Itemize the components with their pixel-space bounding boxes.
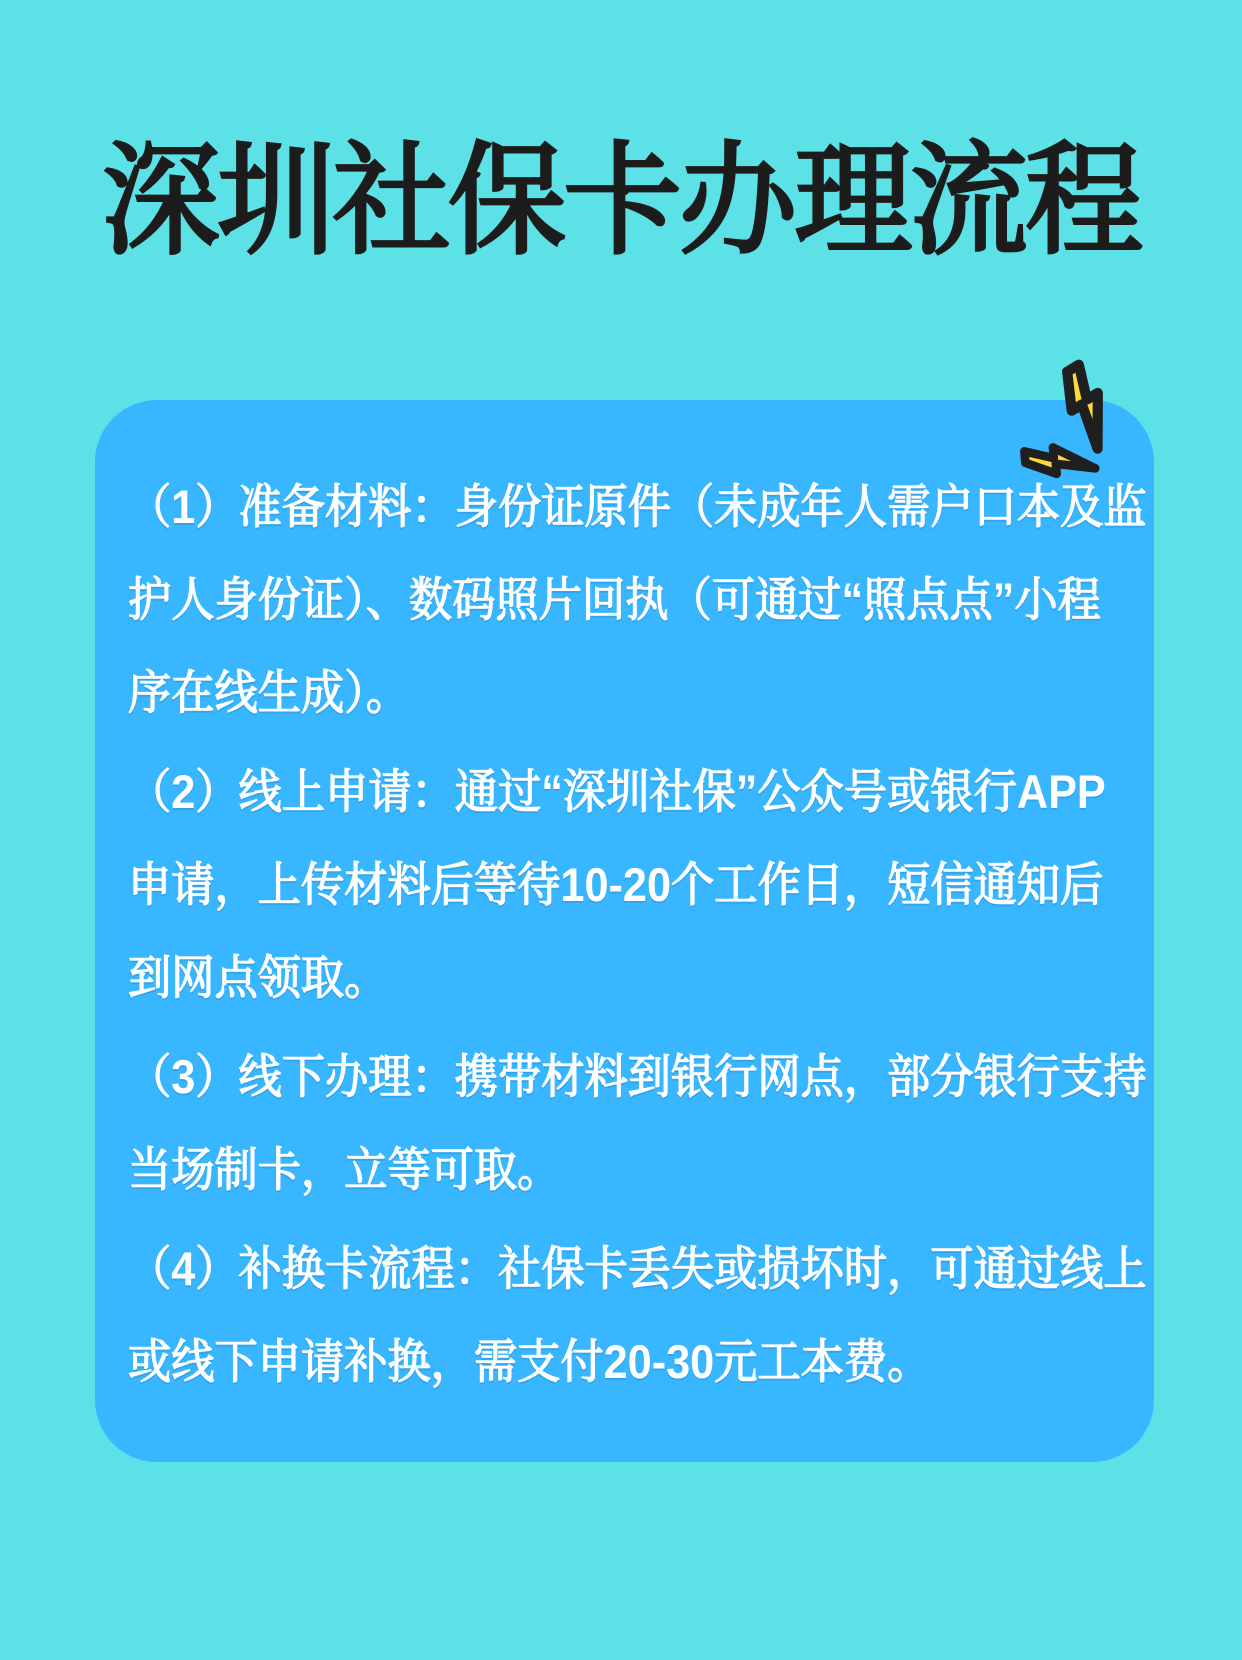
step-2 bbox=[128, 745, 1106, 1024]
step-2-line-3: 到网点领取。 bbox=[128, 951, 388, 1004]
step-1 bbox=[128, 460, 1147, 739]
step-3 bbox=[128, 1030, 1147, 1216]
step-1-line-1: （1）准备材料：身份证原件（未成年人需户口本及监 bbox=[128, 480, 1147, 533]
steps-text bbox=[128, 460, 1147, 1414]
content-card bbox=[95, 400, 1154, 1462]
step-4-line-2: 或线下申请补换，需支付20-30元工本费。 bbox=[128, 1335, 931, 1388]
step-2-line-2: 申请，上传材料后等待10-20个工作日，短信通知后 bbox=[128, 858, 1104, 911]
step-4-line-1: （4）补换卡流程：社保卡丢失或损坏时，可通过线上 bbox=[128, 1242, 1147, 1295]
step-2-line-1: （2）线上申请：通过“深圳社保”公众号或银行APP bbox=[128, 765, 1106, 818]
page-title: 深圳社保卡办理流程 bbox=[101, 133, 1141, 269]
step-3-line-2: 当场制卡，立等可取。 bbox=[128, 1143, 561, 1196]
lightning-bolts-icon bbox=[1008, 356, 1138, 496]
step-3-line-1: （3）线下办理：携带材料到银行网点，部分银行支持 bbox=[128, 1050, 1147, 1103]
step-1-line-2: 护人身份证）、数码照片回执（可通过“照点点”小程 bbox=[128, 573, 1101, 626]
step-4 bbox=[128, 1222, 1147, 1408]
step-1-line-3: 序在线生成）。 bbox=[128, 666, 410, 719]
